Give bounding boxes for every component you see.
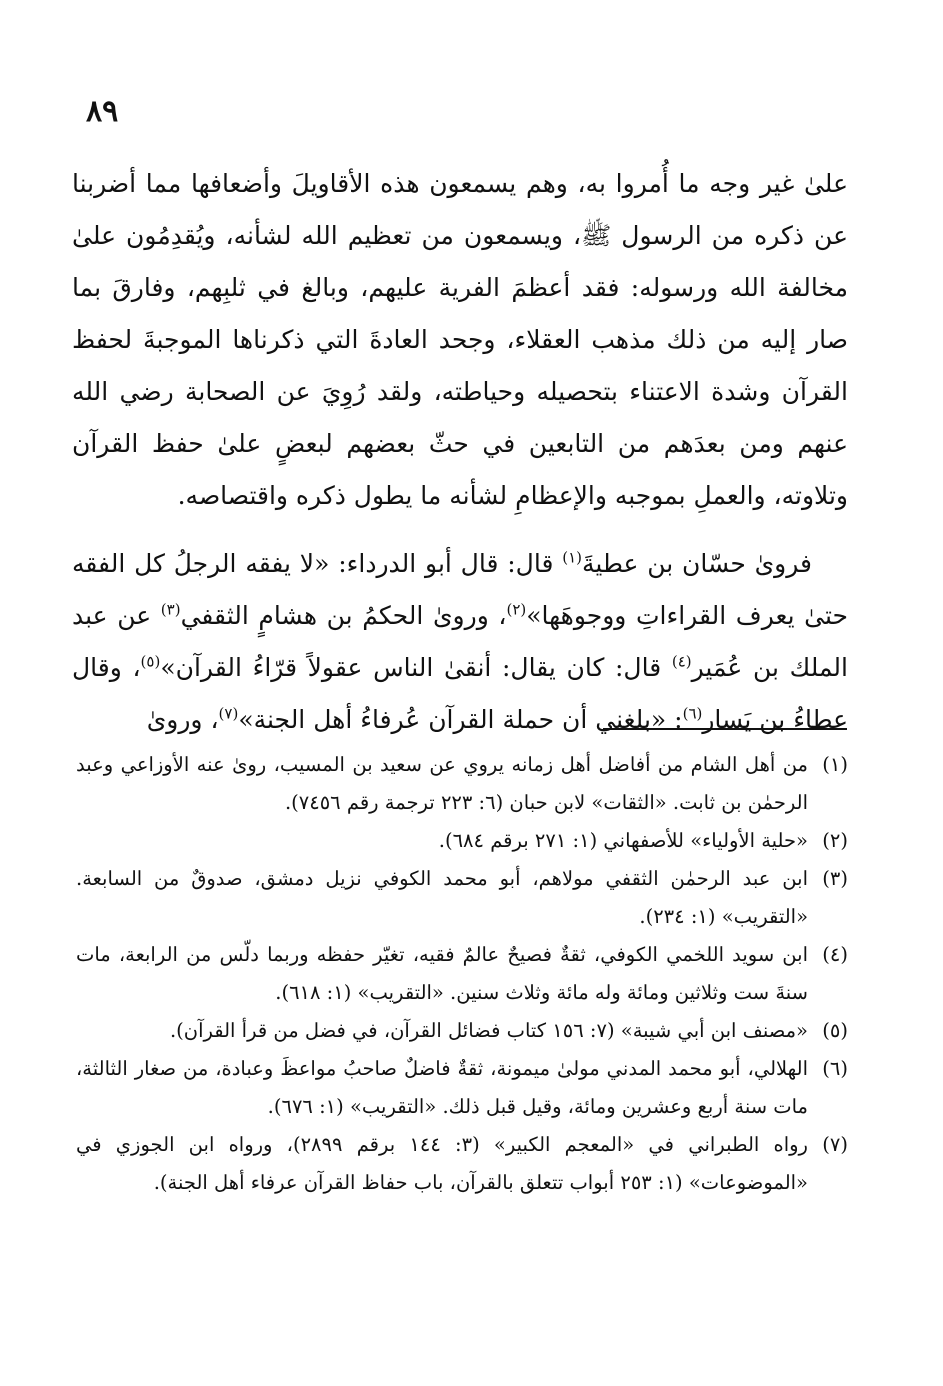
footnote-text: الهلالي، أبو محمد المدني مولىٰ ميمونة، ثقةٌ فاضلٌ صاحبُ مواعظَ وعبادة، من صغار الثالثة، مات سنة أربع وعشرين ومائة، وقيل قبل ذلك. «التقريب» (١: ٦٧٦).: [76, 1057, 808, 1118]
paragraph-2: [72, 538, 848, 746]
paragraph-2-segment: ، وروىٰ الحكمُ بن هشامٍ الثقفي: [180, 601, 507, 630]
footnote-number: (٥): [822, 1019, 848, 1042]
footnote-1: [76, 746, 848, 822]
footnote-7: [76, 1126, 848, 1202]
footnote-text: رواه الطبراني في «المعجم الكبير» (٣: ١٤٤ برقم ٢٨٩٩)، ورواه ابن الجوزي في «الموضوعات» (١: ٢٥٣ أبواب تتعلق بالقرآن، باب حفاظ القرآن عرفاء أهل الجنة).: [76, 1133, 808, 1194]
footnote-number: (١): [822, 753, 848, 776]
footnote-ref-1[interactable]: (١): [562, 548, 583, 567]
footnote-6: [76, 1050, 848, 1126]
footnote-number: (٦): [822, 1057, 848, 1080]
footnote-text: ابن سويد اللخمي الكوفي، ثقةٌ فصيحٌ عالمٌ فقيه، تغيّر حفظه وربما دلّس من الرابعة، مات سنةَ ست وثلاثين ومائة وله مائة وثلاث سنين. «التقريب» (١: ٦١٨).: [76, 943, 808, 1004]
footnote-text: ابن عبد الرحمٰن الثقفي مولاهم، أبو محمد الكوفي نزيل دمشق، صدوقٌ من السابعة. «التقريب» (١: ٢٣٤).: [76, 867, 808, 928]
footnote-ref-5[interactable]: (٥): [140, 652, 161, 671]
paragraph-1-text: علىٰ غير وجه ما أُمروا به، وهم يسمعون هذه الأقاويلَ وأضعافها مما أضربنا عن ذكره من الرسول ﷺ، ويسمعون من تعظيم الله لشأنه، ويُقدِمُون علىٰ مخالفة الله ورسوله: فقد أعظمَ الفرية عليهم، وبالغ في ثلبِهم، وفارقَ بما صار إليه من ذلك مذهب العقلاء، وجحد العادةَ التي ذكرناها الموجبةَ لحفظ القرآن وشدة الاعتناء بتحصيله وحياطته، ولقد رُوِيَ عن الصحابة رضي الله عنهم ومن بعدَهم من التابعين في حثّ بعضهم لبعضٍ علىٰ حفظ القرآن وتلاوته، والعملِ بموجبه والإعظامِ لشأنه ما يطول ذكره واقتصاصه.: [72, 169, 848, 510]
footnote-number: (٣): [822, 867, 848, 890]
footnote-text: «حلية الأولياء» للأصفهاني (١: ٢٧١ برقم ٦٨٤).: [438, 829, 808, 852]
footnote-ref-7[interactable]: (٧): [218, 704, 239, 723]
footnotes: [76, 746, 848, 1202]
paragraph-1: [72, 158, 848, 522]
page-number: ٨٩: [86, 94, 119, 129]
footnote-ref-2[interactable]: (٢): [506, 600, 527, 619]
footnote-3: [76, 860, 848, 936]
main-text: [72, 158, 848, 746]
footnote-number: (٢): [822, 829, 848, 852]
paragraph-2-segment: فروىٰ حسّان بن عطيةَ: [582, 549, 812, 578]
footnote-2: [76, 822, 848, 860]
paragraph-2-segment: قال: كان يقال: أنقىٰ الناس عقولاً قرّاءُ القرآن»: [160, 653, 672, 682]
footnote-text: «مصنف ابن أبي شيبة» (٧: ١٥٦ كتاب فضائل القرآن، في فضل من قرأ القرآن).: [169, 1019, 808, 1042]
paragraph-2-segment: ، وروىٰ: [146, 705, 219, 734]
footnote-ref-4[interactable]: (٤): [671, 652, 692, 671]
paragraph-2-segment: ، وقال عطاءُ بن يَسار: [72, 653, 848, 734]
footnote-number: (٤): [822, 943, 848, 966]
footnote-4: [76, 936, 848, 1012]
footnote-text: من أهل الشام من أفاضل أهل زمانه يروي عن سعيد بن المسيب، روىٰ عنه الأوزاعي وعبد الرحمٰن بن ثابت. «الثقات» لابن حبان (٦: ٢٢٣ ترجمة رقم ٧٤٥٦).: [76, 753, 808, 814]
paragraph-2-segment: قال: قال أبو الدرداء: «لا يفقه الرجلُ كل الفقه حتىٰ يعرف القراءاتِ ووجوهَها»: [72, 549, 848, 630]
footnote-ref-6[interactable]: (٦): [682, 704, 703, 723]
paragraph-2-segment: : «بلغني أن حملة القرآن عُرفاءُ أهل الجنة»: [238, 705, 683, 734]
footnote-5: [76, 1012, 848, 1050]
paragraph-2-segment: عن عبد الملك بن عُمَير: [72, 601, 848, 682]
footnote-number: (٧): [822, 1133, 848, 1156]
footnote-ref-3[interactable]: (٣): [160, 600, 181, 619]
footnote-divider: [603, 728, 847, 730]
